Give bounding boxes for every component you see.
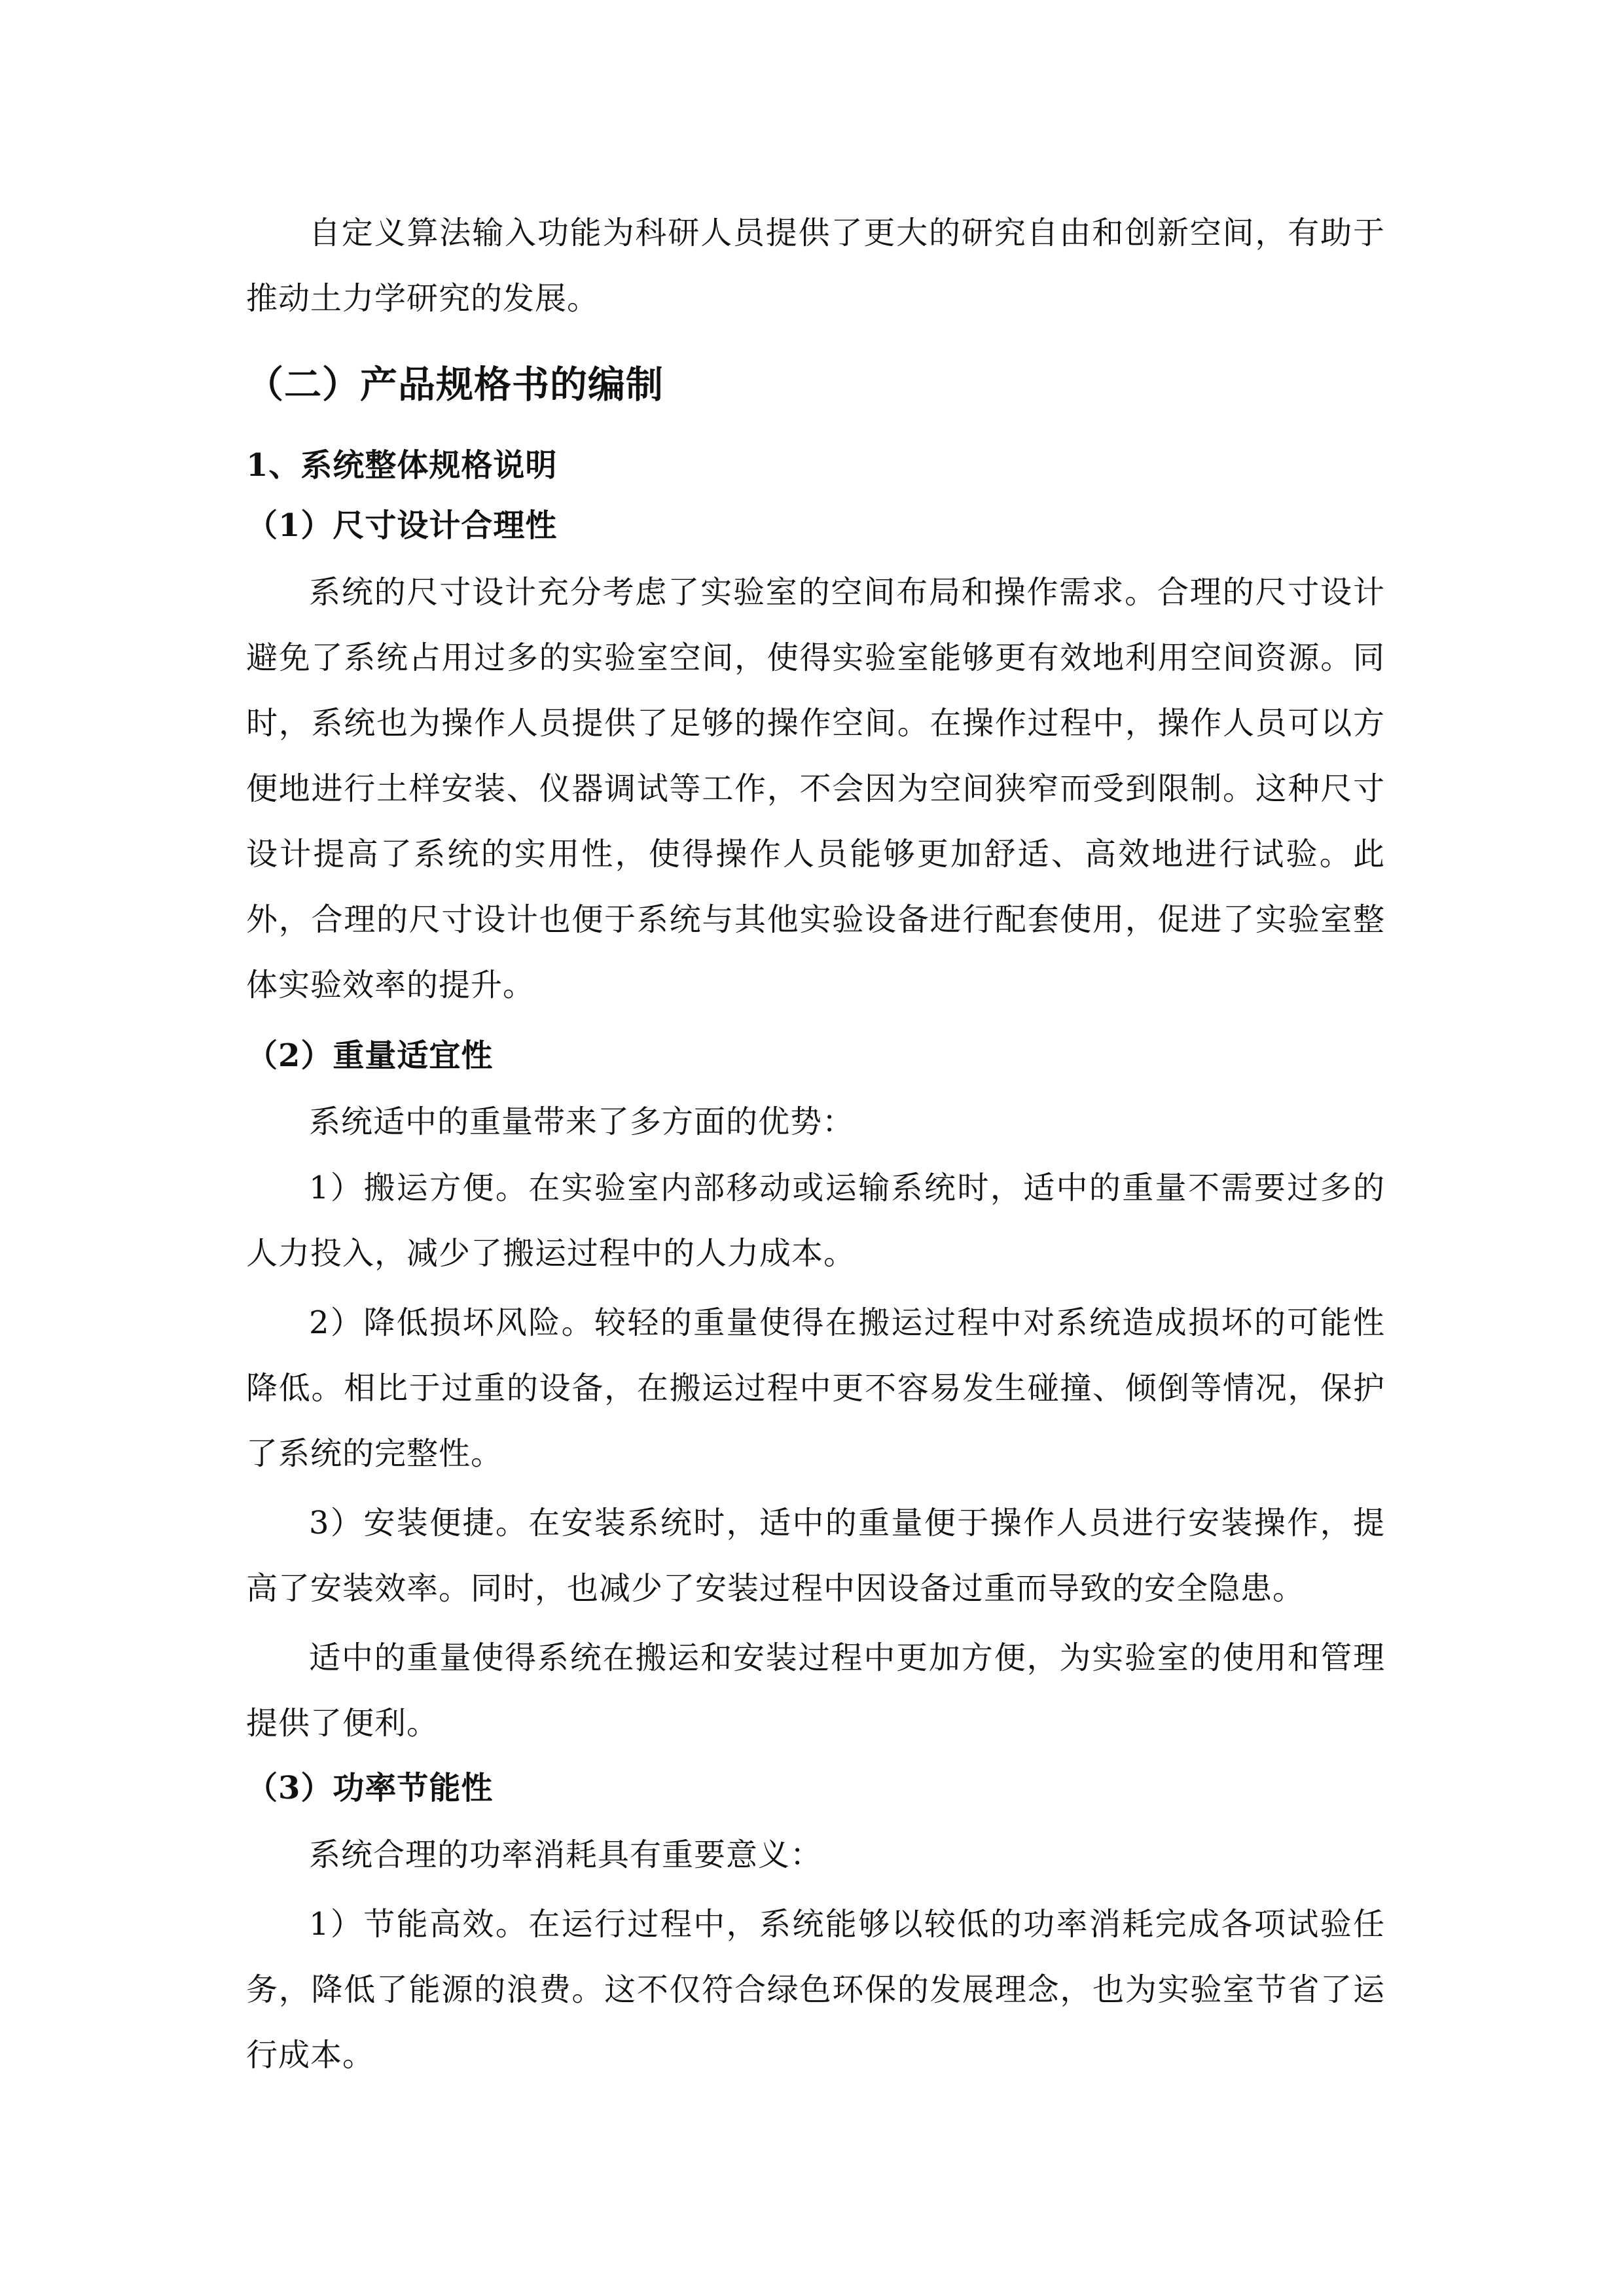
- item-heading-size-design: （1）尺寸设计合理性: [246, 507, 558, 544]
- paragraph-weight-point-2: 2）降低损坏风险。较轻的重量使得在搬运过程中对系统造成损坏的可能性降低。相比于过重的设备，在搬运过程中更不容易发生碰撞、倾倒等情况，保护了系统的完整性。: [246, 1304, 1385, 1472]
- paragraph-power-point-1: 1）节能高效。在运行过程中，系统能够以较低的功率消耗完成各项试验任务，降低了能源的浪费。这不仅符合绿色环保的发展理念，也为实验室节省了运行成本。: [246, 1906, 1385, 2073]
- item-heading-power: （3）功率节能性: [246, 1770, 494, 1806]
- paragraph-weight-point-3: 3）安装便捷。在安装系统时，适中的重量便于操作人员进行安装操作，提高了安装效率。同时，也减少了安装过程中因设备过重而导致的安全隐患。: [246, 1505, 1385, 1607]
- paragraph-weight-summary: 适中的重量使得系统在搬运和安装过程中更加方便，为实验室的使用和管理提供了便利。: [246, 1640, 1385, 1742]
- paragraph-power-intro: 系统合理的功率消耗具有重要意义：: [309, 1837, 823, 1873]
- subheading-system-spec: 1、系统整体规格说明: [246, 447, 558, 484]
- paragraph-weight-intro: 系统适中的重量带来了多方面的优势：: [309, 1103, 855, 1140]
- section-heading-product-spec: （二）产品规格书的编制: [246, 363, 664, 406]
- paragraph-custom-algorithm: 自定义算法输入功能为科研人员提供了更大的研究自由和创新空间，有助于推动土力学研究的发展。: [246, 215, 1385, 317]
- paragraph-size-design: 系统的尺寸设计充分考虑了实验室的空间布局和操作需求。合理的尺寸设计避免了系统占用过多的实验室空间，使得实验室能够更有效地利用空间资源。同时，系统也为操作人员提供了足够的操作空间。在操作过程中，操作人员可以方便地进行土样安装、仪器调试等工作，不会因为空间狭窄而受到限制。这种尺寸设计提高了系统的实用性，使得操作人员能够更加舒适、高效地进行试验。此外，合理的尺寸设计也便于系统与其他实验设备进行配套使用，促进了实验室整体实验效率的提升。: [246, 574, 1385, 1003]
- item-heading-weight: （2）重量适宜性: [246, 1037, 494, 1074]
- paragraph-weight-point-1: 1）搬运方便。在实验室内部移动或运输系统时，适中的重量不需要过多的人力投入，减少了搬运过程中的人力成本。: [246, 1170, 1385, 1272]
